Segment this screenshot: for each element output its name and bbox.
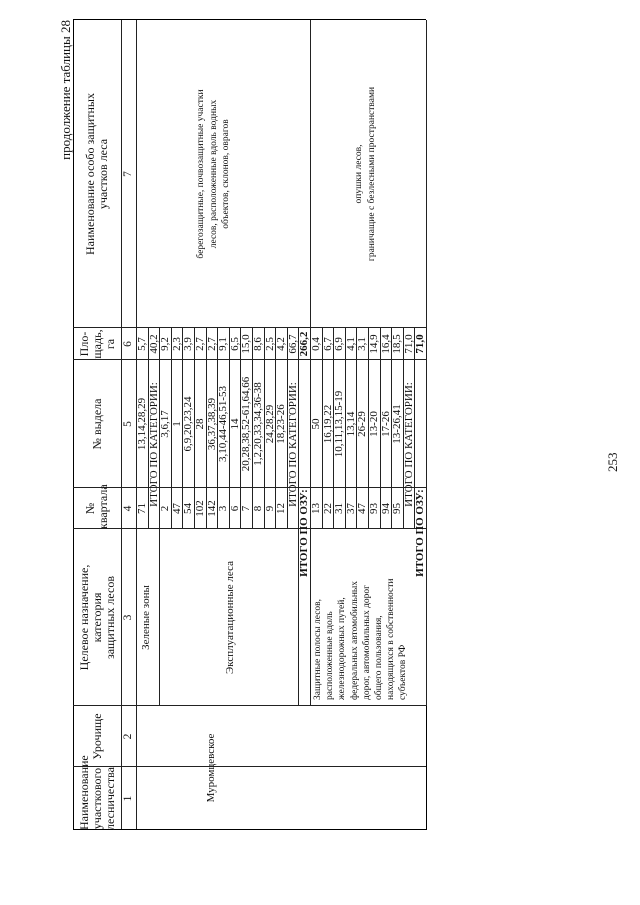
plot-numbers: 13,14 — [344, 411, 357, 437]
header-col1-line: участкового — [89, 767, 104, 830]
category-total-area: 40,2 — [147, 334, 160, 354]
category-protective-strips-line: федеральных автомобильных — [349, 580, 360, 700]
ozu-total-label: ИТОГО ПО ОЗУ: — [298, 489, 311, 577]
category-total-label: ИТОГО ПО КАТЕГОРИИ: — [402, 382, 415, 507]
plot-numbers: 1 — [170, 421, 183, 427]
header-col6-line: Пло- — [76, 331, 91, 357]
area-value: 2,3 — [170, 337, 183, 351]
quarter-number: 22 — [321, 503, 334, 514]
quarter-number: 54 — [182, 503, 195, 514]
area-value: 2,7 — [194, 337, 206, 351]
category-exploitation-forests: Эксплуатационные леса — [224, 561, 237, 674]
area-value: 2,5 — [263, 337, 276, 351]
plot-numbers: 26-29 — [356, 411, 369, 437]
area-value: 3,1 — [356, 337, 369, 351]
header-col6-line: щадь, — [89, 329, 104, 359]
plot-numbers: 10,11,13,15-19 — [333, 390, 346, 458]
table-caption: продолжение таблицы 28 — [58, 20, 73, 160]
quarter-number: 31 — [333, 503, 346, 514]
category-protective-strips-line: железнодорожных путей, — [337, 597, 348, 700]
area-value: 15,0 — [240, 334, 253, 354]
ozu-total-label: ИТОГО ПО ОЗУ: — [414, 489, 427, 577]
plot-numbers: 1,2,20,33,34,36-38 — [252, 382, 264, 466]
category-total-label: ИТОГО ПО КАТЕГОРИИ: — [286, 382, 299, 507]
ozu-riparian-line: объектов, склонов, оврагов — [221, 119, 231, 229]
quarter-number: 6 — [228, 505, 241, 512]
category-total-label: ИТОГО ПО КАТЕГОРИИ: — [147, 382, 160, 507]
column-number: 5 — [122, 421, 134, 427]
quarter-number: 3 — [217, 505, 230, 512]
ozu-total-area: 71,0 — [414, 334, 427, 354]
header-col3-line: категория — [89, 592, 104, 643]
column-number: 7 — [122, 171, 134, 177]
category-total-area: 71,0 — [402, 334, 415, 354]
category-protective-strips-line: находящихся в собственности — [386, 578, 397, 700]
category-protective-strips-line: субъектов РФ — [398, 644, 409, 700]
quarter-number: 94 — [379, 503, 392, 514]
category-protective-strips-line: Защитные полосы лесов, — [313, 598, 323, 700]
header-col7-line: Наименование особо защитных — [83, 93, 97, 255]
quarter-number: 13 — [310, 503, 322, 514]
column-number: 6 — [122, 341, 134, 347]
quarter-number: 142 — [205, 500, 218, 517]
area-value: 8,6 — [252, 337, 264, 351]
ozu-total-area: 266,2 — [298, 331, 311, 357]
plot-numbers: 13-20 — [368, 411, 380, 437]
quarter-number: 9 — [263, 505, 276, 512]
header-col3-line: защитных лесов — [102, 575, 117, 660]
header-col7-line: участков леса — [96, 138, 110, 210]
quarter-number: 93 — [368, 503, 380, 514]
plot-numbers: 50 — [310, 418, 322, 430]
header-col6-line: га — [102, 338, 117, 350]
plot-numbers: 3,10,44-46,51-53 — [217, 385, 230, 463]
quarter-number: 12 — [275, 503, 288, 514]
quarter-number: 47 — [356, 503, 369, 514]
plot-numbers: 36,37,38,39 — [205, 397, 218, 451]
area-value: 18,5 — [391, 334, 404, 354]
quarter-number: 102 — [194, 500, 206, 517]
column-number: 4 — [122, 505, 134, 512]
ozu-riparian-line: берегозащитные, почвозащитные участки — [196, 89, 206, 259]
column-number: 2 — [122, 733, 134, 740]
area-value: 2,7 — [205, 337, 218, 351]
category-protective-strips-line: расположенные вдоль — [325, 611, 336, 700]
header-col2-line: Урочище — [89, 713, 104, 760]
area-value: 4,1 — [344, 337, 357, 351]
header-col4-line: квартала — [96, 484, 110, 529]
category-protective-strips-line: общего пользования, — [374, 615, 384, 700]
header-col1-line: лесничества — [102, 767, 117, 830]
plot-numbers: 24,28,29 — [263, 404, 276, 444]
plot-numbers: 6,9,20,23,24 — [182, 396, 195, 452]
table-top-rule — [73, 20, 74, 830]
area-value: 6,7 — [321, 337, 334, 351]
plot-numbers: 14 — [228, 418, 241, 430]
quarter-number: 47 — [170, 503, 183, 514]
area-value: 6,5 — [228, 337, 241, 351]
quarter-number: 37 — [344, 503, 357, 514]
plot-numbers: 16,19,22 — [321, 404, 334, 444]
category-total-area: 66,7 — [286, 334, 299, 354]
quarter-number: 7 — [240, 505, 253, 512]
forestry-name: Муромцевское — [205, 733, 217, 803]
quarter-number: 95 — [391, 503, 404, 514]
area-value: 4,2 — [275, 337, 288, 351]
area-value: 9,2 — [159, 337, 172, 351]
plot-numbers: 3,6,17 — [159, 410, 172, 438]
ozu-forest-edges-line: граничащие с безлесными пространствами — [366, 86, 377, 262]
area-value: 16,4 — [379, 334, 392, 354]
category-rule — [159, 529, 160, 706]
area-value: 14,9 — [368, 334, 380, 354]
area-value: 0,4 — [310, 337, 322, 351]
page-number: 253 — [605, 452, 620, 472]
quarter-number: 71 — [136, 503, 148, 514]
plot-numbers: 28 — [194, 418, 206, 430]
quarter-number: 2 — [159, 505, 172, 512]
ozu-forest-edges-line: опушки лесов, — [354, 144, 364, 204]
plot-numbers: 13,14,28,29 — [136, 397, 148, 451]
plot-numbers: 13-26,41 — [391, 404, 404, 444]
area-value: 6,9 — [333, 337, 346, 351]
header-col4-line: № — [83, 502, 97, 515]
ozu-section-rule — [310, 20, 311, 328]
category-green-zones: Зеленые зоны — [140, 585, 152, 650]
header-col1-line: Наименование — [76, 755, 91, 830]
category-protective-strips-line: дорог, автомобильных дорог — [361, 584, 372, 700]
plot-numbers: 20,28,38,52-61,64,66 — [240, 376, 253, 472]
area-value: 3,9 — [182, 337, 195, 351]
quarter-number: 8 — [252, 505, 264, 512]
area-value: 9,1 — [217, 337, 230, 351]
plot-numbers: 17-26 — [379, 411, 392, 437]
header-col3-line: Целевое назначение, — [76, 564, 91, 671]
column-number: 3 — [122, 614, 134, 621]
area-value: 5,7 — [136, 337, 148, 351]
header-col5-line: № выдела — [89, 398, 104, 450]
plot-numbers: 18,23-26 — [275, 404, 288, 444]
ozu-riparian-line: лесов, расположенные вдоль водных — [208, 99, 219, 249]
column-number: 1 — [122, 795, 134, 802]
